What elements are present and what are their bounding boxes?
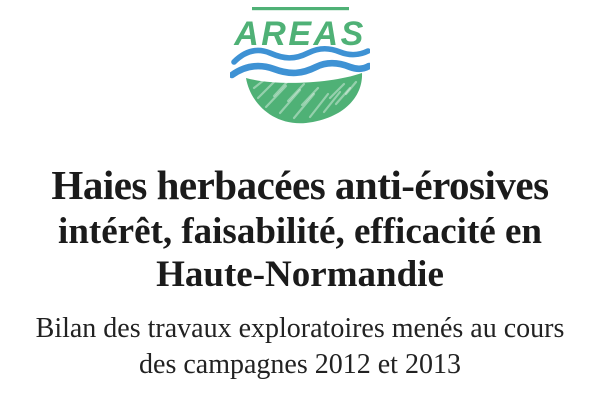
main-title: Haies herbacées anti-érosives bbox=[51, 162, 549, 208]
title-subline-block bbox=[0, 211, 600, 297]
subtitle-line-2: des campagnes 2012 et 2013 bbox=[139, 349, 461, 381]
subtitle-block bbox=[0, 311, 600, 384]
title-subline-2: Haute-Normandie bbox=[156, 253, 444, 295]
title-block bbox=[0, 162, 600, 297]
areas-logo bbox=[230, 0, 370, 128]
title-subline-1: intérêt, faisabilité, efficacité en bbox=[58, 211, 542, 252]
logo-top-rule bbox=[252, 7, 349, 10]
areas-wordmark: AREAS bbox=[234, 15, 366, 53]
water-wave-bottom-icon bbox=[232, 63, 369, 75]
subtitle-line-1: Bilan des travaux exploratoires menés au cours bbox=[35, 312, 565, 344]
